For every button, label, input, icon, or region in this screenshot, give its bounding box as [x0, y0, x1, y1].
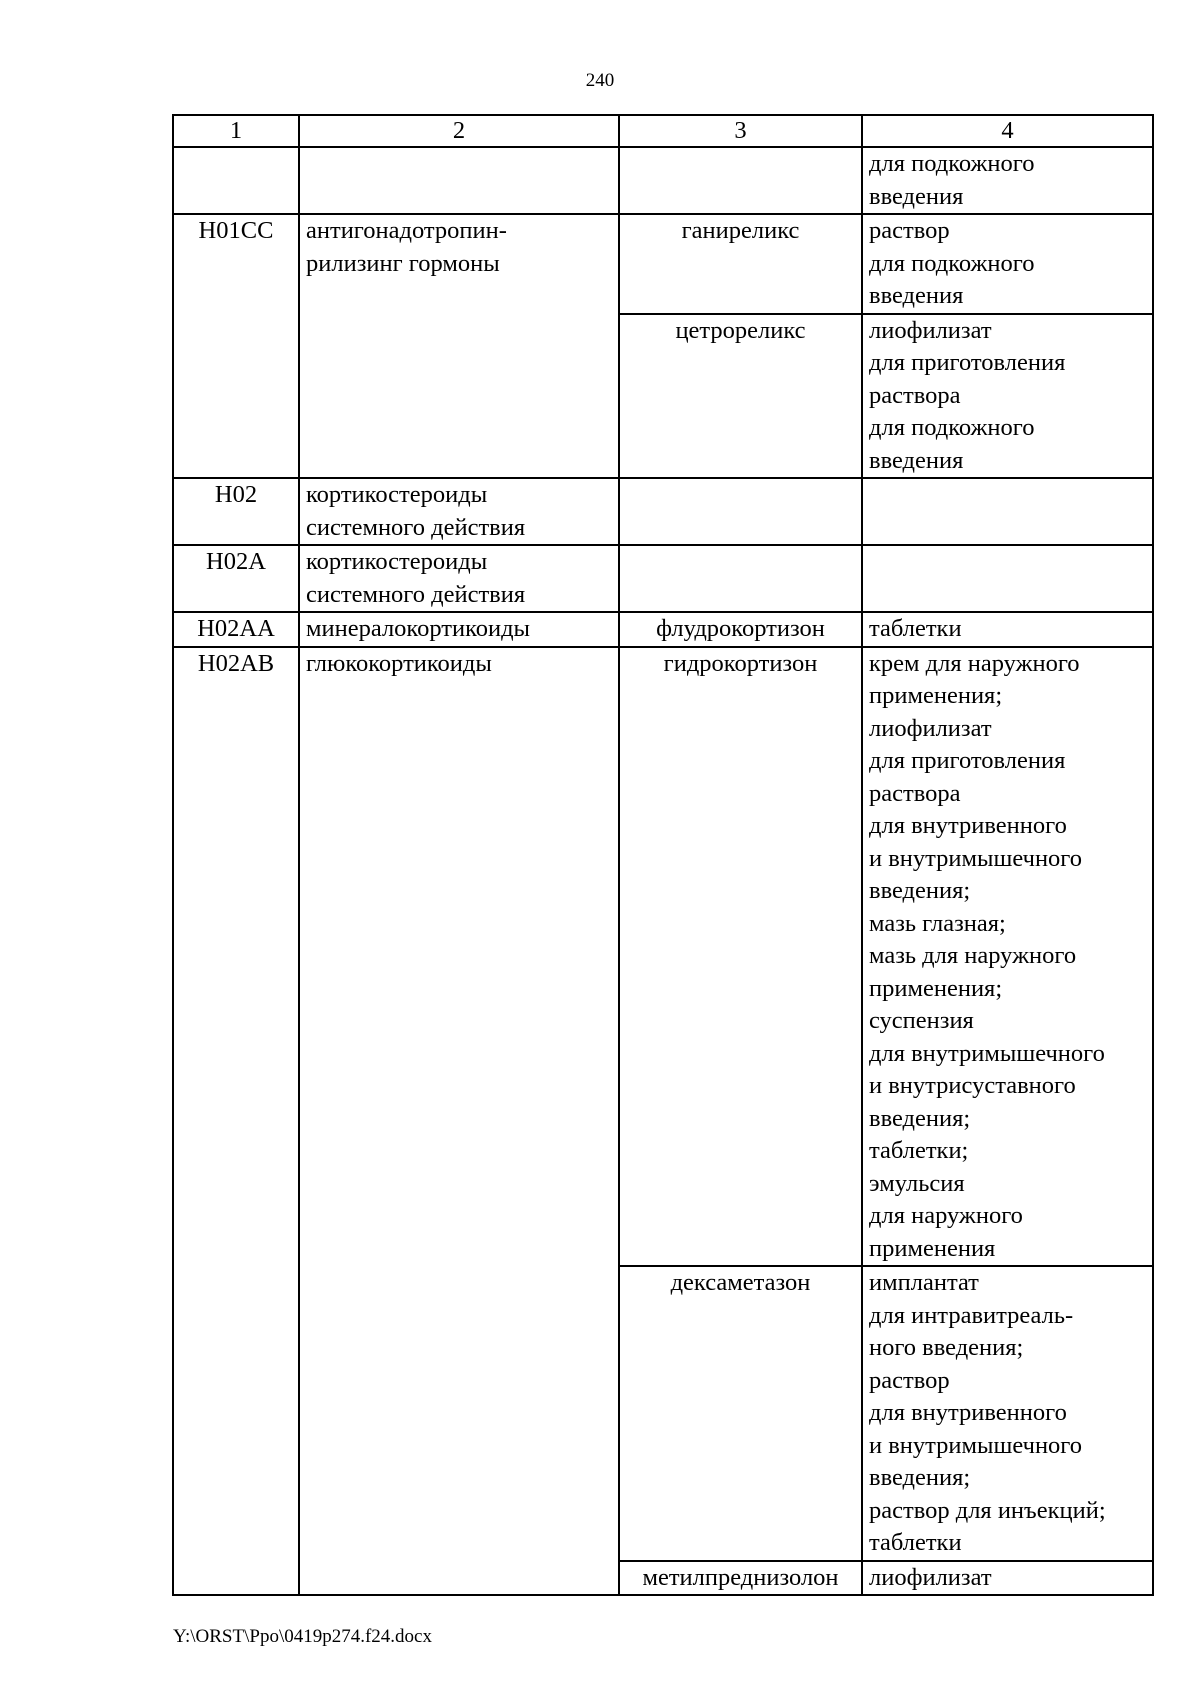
form-line: для внутривенного [869, 1399, 1067, 1426]
form-line: раствор [869, 1366, 950, 1394]
dosage-form-cell [862, 545, 1153, 612]
form-line: мазь глазная; [869, 909, 1006, 937]
drug-name-cell: гидрокортизон [619, 647, 862, 1267]
form-line: для наружного [869, 1202, 1023, 1229]
page-number: 240 [585, 70, 615, 91]
atc-code-cell: H02AA [173, 612, 299, 647]
form-line: введения; [869, 877, 971, 904]
form-line: введения; [869, 1104, 971, 1132]
form-line: раствор [869, 217, 950, 244]
group-cell [299, 147, 619, 214]
dosage-form-cell: таблетки [862, 612, 1153, 647]
group-line: рилизинг гормоны [306, 249, 500, 277]
atc-code-cell [173, 147, 299, 214]
group-line: системного действия [306, 513, 526, 541]
form-line: крем для наружного [869, 649, 1080, 677]
form-line: таблетки [869, 1529, 962, 1556]
table-row [173, 647, 1153, 1267]
drug-name-cell: дексаметазон [619, 1266, 862, 1561]
dosage-form-cell [862, 147, 1153, 214]
column-header-2: 2 [299, 115, 619, 147]
table-row [173, 545, 1153, 612]
table-row [173, 214, 1153, 314]
table-row [173, 612, 1153, 647]
atc-code-cell: H02 [173, 478, 299, 545]
table-row [173, 478, 1153, 545]
column-header-4: 4 [862, 115, 1153, 147]
form-line: таблетки; [869, 1137, 969, 1164]
group-line: антигонадотропин- [306, 217, 507, 244]
form-line: эмульсия [869, 1169, 965, 1197]
drug-name-cell: ганиреликс [619, 214, 862, 314]
group-line: кортикостероиды [306, 548, 488, 575]
dosage-form-cell [862, 314, 1153, 479]
dosage-form-cell [862, 214, 1153, 314]
form-line: применения; [869, 974, 1003, 1002]
header-row [173, 115, 1153, 147]
file-path-footer: Y:\ORST\Ppo\0419p274.f24.docx [173, 1626, 432, 1647]
form-line: для внутримышечного [869, 1039, 1105, 1067]
form-line: введения [869, 282, 964, 309]
drug-name-cell: метилпреднизолон [619, 1561, 862, 1596]
form-line: раствора [869, 779, 961, 807]
form-line: лиофилизат [869, 1563, 992, 1591]
group-line: системного действия [306, 580, 526, 608]
form-line: мазь для наружного [869, 942, 1077, 969]
dosage-form-cell [862, 1266, 1153, 1561]
group-cell [299, 478, 619, 545]
group-cell: минералокортикоиды [299, 612, 619, 647]
atc-code-cell: H01CC [173, 214, 299, 478]
form-line: ного введения; [869, 1334, 1024, 1361]
form-line: и внутрисуставного [869, 1072, 1076, 1099]
group-cell [299, 545, 619, 612]
drug-name-cell: флудрокортизон [619, 612, 862, 647]
drug-name-cell [619, 545, 862, 612]
column-header-3: 3 [619, 115, 862, 147]
group-cell [299, 214, 619, 478]
form-line: суспензия [869, 1007, 974, 1034]
form-line: применения [869, 1234, 996, 1262]
drug-table [172, 114, 1154, 1596]
form-line: раствор для инъекций; [869, 1496, 1106, 1524]
form-line: и внутримышечного [869, 844, 1082, 872]
form-line: применения; [869, 682, 1003, 709]
drug-name-cell: цетрореликс [619, 314, 862, 479]
atc-code-cell: H02AB [173, 647, 299, 1596]
dosage-form-cell [862, 1561, 1153, 1596]
group-line: кортикостероиды [306, 481, 488, 508]
form-line: введения [869, 182, 964, 210]
group-cell: глюкокортикоиды [299, 647, 619, 1596]
form-line: для подкожного [869, 150, 1035, 177]
form-line: для подкожного [869, 249, 1035, 277]
dosage-form-cell [862, 647, 1153, 1267]
dosage-form-cell [862, 478, 1153, 545]
form-line: лиофилизат [869, 316, 992, 344]
form-line: для подкожного [869, 414, 1035, 441]
form-line: введения; [869, 1464, 971, 1491]
form-line: и внутримышечного [869, 1431, 1082, 1459]
form-line: для внутривенного [869, 812, 1067, 839]
form-line: раствора [869, 381, 961, 409]
form-line: лиофилизат [869, 714, 992, 742]
form-line: введения [869, 446, 964, 474]
column-header-1: 1 [173, 115, 299, 147]
drug-name-cell [619, 478, 862, 545]
form-line: для приготовления [869, 349, 1066, 376]
form-line: для интравитреаль- [869, 1301, 1074, 1329]
form-line: имплантат [869, 1269, 979, 1296]
atc-code-cell: H02A [173, 545, 299, 612]
form-line: для приготовления [869, 747, 1066, 774]
drug-name-cell [619, 147, 862, 214]
table-row [173, 147, 1153, 214]
